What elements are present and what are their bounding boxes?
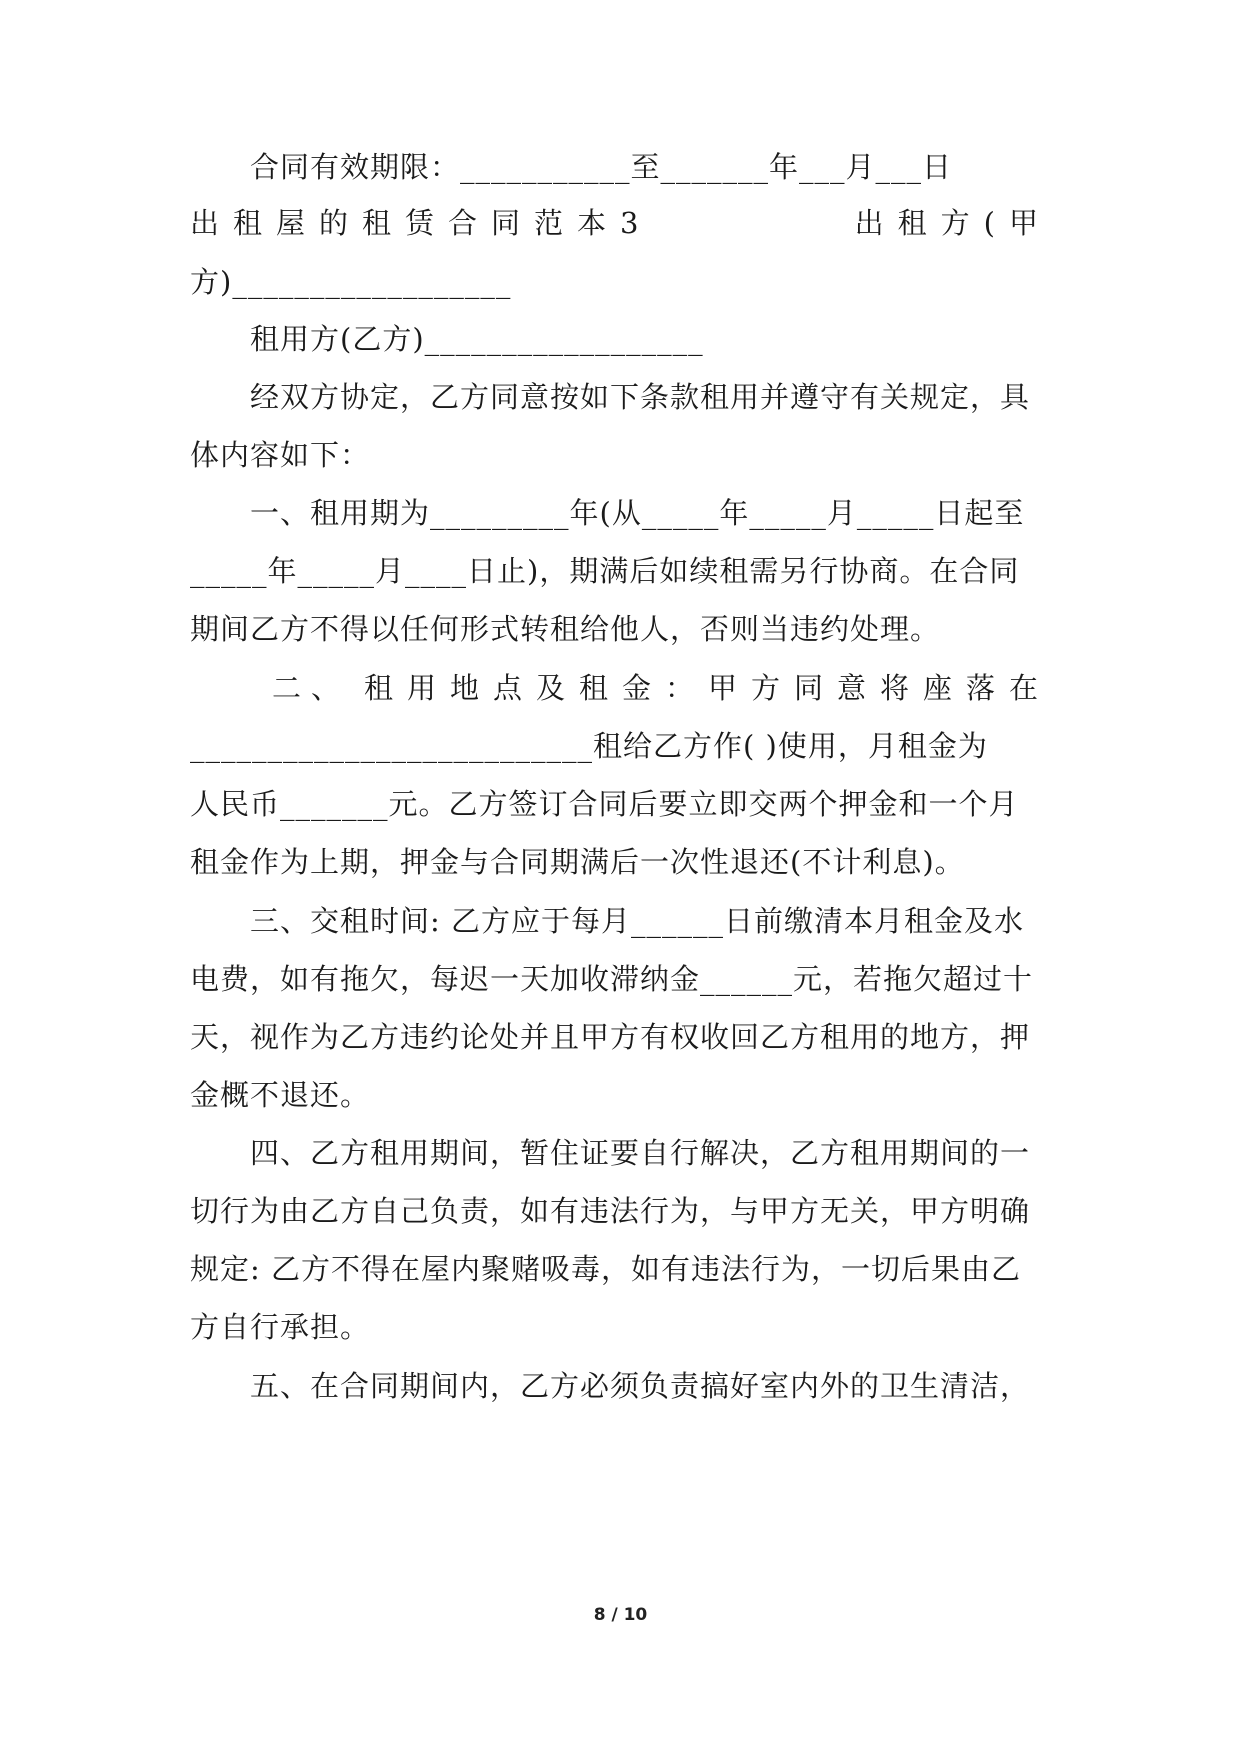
clause-2-line-2: __________________________租给乙方作( )使用，月租金为 [190,729,988,763]
clause-1-line-2: _____年_____月____日止)，期满后如续租需另行协商。在合同 [190,554,1020,588]
clause-4-line-3: 规定: 乙方不得在屋内聚赌吸毒，如有违法行为，一切后果由乙 [190,1252,1021,1286]
clause-3-line-2: 电费，如有拖欠，每迟一天加收滞纳金______元，若拖欠超过十 [190,962,1034,996]
clause-2-heading: 租用地点及租金：甲方同意将座落在 [363,671,1052,705]
clause-3-line-3: 天，视作为乙方违约论处并且甲方有权收回乙方租用的地方，押 [190,1020,1031,1054]
clause-1-line-3: 期间乙方不得以任何形式转租给他人，否则当违约处理。 [190,612,941,646]
clause-1-line-1: 一、租用期为_________年(从_____年_____月_____日起至 [250,496,1025,530]
lessee-field-line: 租用方(乙方)__________________ [250,322,704,356]
contract-term-line: 合同有效期限：___________至_______年___月___日 [250,150,953,184]
clause-4-line-1: 四、乙方租用期间，暂住证要自行解决，乙方租用期间的一 [250,1136,1031,1170]
template-title: 出租屋的租赁合同范本3 [190,206,653,240]
page-number: 8 / 10 [593,1605,648,1625]
clause-2-line-3: 人民币_______元。乙方签订合同后要立即交两个押金和一个月 [190,787,1019,821]
clause-2-line-1 [272,668,1052,708]
clause-3-line-1: 三、交租时间: 乙方应于每月______日前缴清本月租金及水 [250,904,1024,938]
template-title-line [190,203,1052,243]
clause-4-line-2: 切行为由乙方自己负责，如有违法行为，与甲方无关，甲方明确 [190,1194,1031,1228]
clause-2-line-4: 租金作为上期，押金与合同期满后一次性退还(不计利息)。 [190,845,965,879]
lessor-field-line: 方)__________________ [190,265,512,299]
clause-5-line-1: 五、在合同期间内，乙方必须负责搞好室内外的卫生清洁， [250,1369,1031,1403]
lessor-label: 出租方(甲 [854,206,1052,240]
agreement-intro-line-1: 经双方协定，乙方同意按如下条款租用并遵守有关规定，具 [250,380,1031,414]
clause-3-line-4: 金概不退还。 [190,1078,371,1112]
agreement-intro-line-2: 体内容如下： [190,438,371,472]
clause-4-line-4: 方自行承担。 [190,1310,371,1344]
clause-2-number: 二、 [272,671,351,705]
